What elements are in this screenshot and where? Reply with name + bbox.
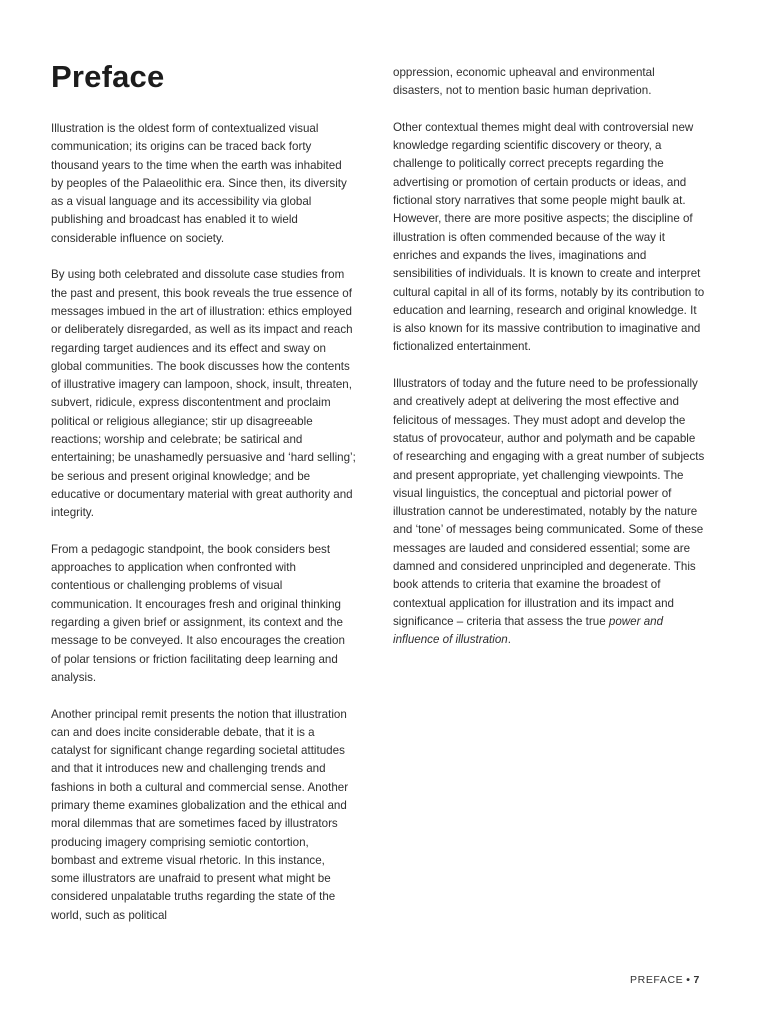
paragraph-illustrators-today — [393, 375, 705, 649]
page-title: Preface — [51, 59, 165, 94]
page-footer — [630, 974, 700, 986]
footer-bullet: • — [686, 974, 691, 986]
paragraph-principal-remit: Another principal remit presents the notion that illustration can and does incite considerable debate, that it is a catalyst for significant change regarding societal attitudes and that it introduces new and challenging trends and fashions in both a cultural and commercial sense. Another primary theme examines globalization and the ethical and moral dilemmas that are sometimes faced by illustrators producing imagery comprising semiotic contortion, bombast and extreme visual rhetoric. In this instance, some illustrators are unafraid to present what might be considered unpalatable truths regarding the state of the world, such as political — [51, 707, 349, 922]
paragraph-pedagogic: From a pedagogic standpoint, the book considers best approaches to application when confronted with contentious or challenging problems of visual communication. It encourages fresh and original thinking regarding a given brief or assignment, its context and the message to be conveyed. It also encourages the creation of polar tensions or friction facilitating deep learning and analysis. — [51, 542, 345, 684]
paragraph-case-studies: By using both celebrated and dissolute case studies from the past and present, this book reveals the true essence of messages imbued in the art of illustration: ethics employed or deliberately disregarded, as well as its impact and reach regarding target audiences and its effect and sway on global communities. The book discusses how the contents of illustrative imagery can lampoon, shock, insult, threaten, subvert, ridicule, express discontentment and proclaim political or religious allegiance; stir up disagreeable reactions; worship and celebrate; be satirical and entertaining; be unashamedly persuasive and ‘hard selling’; be serious and present original knowledge; and be educative or documentary material with great authority and integrity. — [51, 268, 356, 520]
right-column — [393, 64, 705, 650]
left-column — [51, 120, 356, 925]
paragraph-intro: Illustration is the oldest form of contextualized visual communication; its origins can be traced back forty thousand years to the time when the earth was inhabited by peoples of the Palaeolithic era. Since then, its diversity as a visual language and its accessibility via global publishing and broadcast has enabled it to wield considerable influence on society. — [51, 122, 347, 245]
paragraph-end: . — [507, 633, 511, 647]
paragraph-text: Illustrators of today and the future need to be professionally and creatively adept at delivering the most effective and felicitous of messages. They must adopt and develop the status of provocateur, author and polymath and be capable of researching and engaging with a great number of subjects and present appropriate, yet challenging viewpoints. The visual linguistics, the conceptual and pictorial power of illustration cannot be underestimated, notably by the nature and ‘tone’ of messages being communicated. Some of these messages are lauded and considered essential; some are damned and considered unprincipled and degenerate. This book attends to criteria that examine the broadest of contextual application for illustration and its impact and significance – criteria that assess the true — [393, 377, 705, 628]
emphasis-text: power and influence of illustration — [393, 614, 664, 647]
paragraph-continuation: oppression, economic upheaval and environmental disasters, not to mention basic human deprivation. — [393, 66, 655, 98]
footer-section-label: PREFACE — [630, 974, 684, 986]
paragraph-contextual-themes: Other contextual themes might deal with controversial new knowledge regarding scientific discovery or theory, a challenge to politically correct precepts regarding the advertising or promotion of certain products or ideas, and fictional story narratives that some people might baulk at. However, there are more positive aspects; the discipline of illustration is often commended because of the way it enriches and expands the lives, imaginations and sensibilities of individuals. It is known to create and interpret cultural capital in all of its forms, notably by its contribution to education and learning, research and original knowledge. It is also known for its massive contribution to imaginative and fictionalized entertainment. — [393, 120, 705, 354]
page-number: 7 — [693, 974, 700, 986]
